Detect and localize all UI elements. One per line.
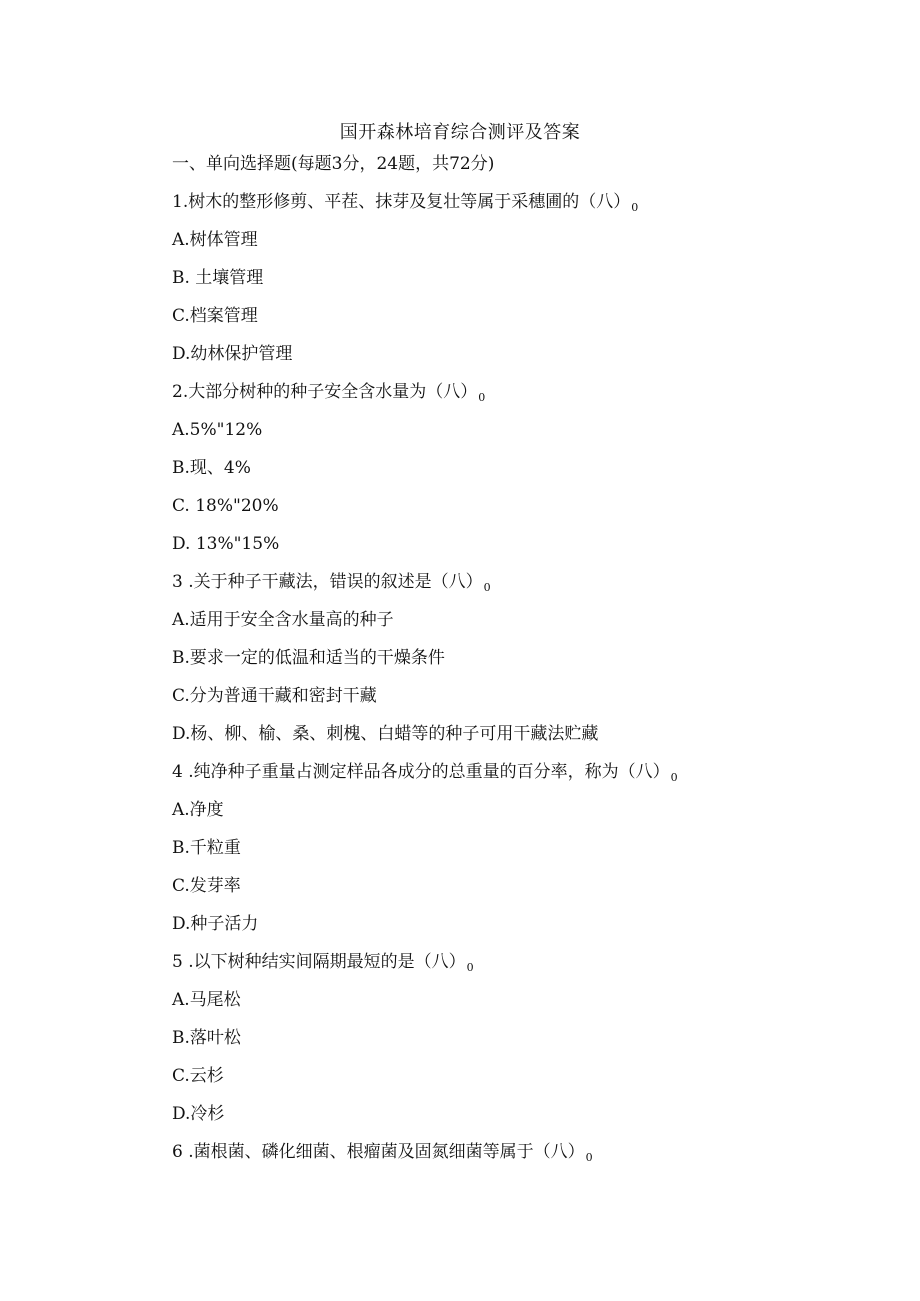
line-text: C.云杉 [172, 1066, 224, 1086]
line-suffix: 0 [466, 961, 474, 974]
line-text: D.杨、柳、榆、桑、刺槐、白蜡等的种子可用干藏法贮藏 [172, 724, 599, 744]
line-text: C.发芽率 [172, 876, 241, 896]
line-suffix: 0 [670, 771, 678, 784]
line-text: D.冷杉 [172, 1104, 225, 1124]
text-line [172, 684, 872, 722]
line-text: B.要求一定的低温和适当的干燥条件 [172, 648, 445, 668]
text-line [172, 380, 872, 418]
line-text: 2.大部分树种的种子安全含水量为（八） [172, 382, 478, 402]
text-line [172, 912, 872, 950]
line-text: 4 .纯净种子重量占测定样品各成分的总重量的百分率，称为（八） [172, 762, 670, 782]
line-text: C. 18%"20% [172, 496, 279, 516]
line-text: 1.树木的整形修剪、平茬、抹芽及复壮等属于采穗圃的（八） [172, 192, 631, 212]
line-text: C.分为普通干藏和密封干藏 [172, 686, 377, 706]
text-line [172, 798, 872, 836]
line-text: 3 .关于种子干藏法，错误的叙述是（八） [172, 572, 483, 592]
text-line [172, 532, 872, 570]
text-line [172, 988, 872, 1026]
text-line [172, 1026, 872, 1064]
text-line [172, 1102, 872, 1140]
line-text: B. 土壤管理 [172, 268, 264, 288]
line-text: C.档案管理 [172, 306, 258, 326]
text-line [172, 874, 872, 912]
text-line [172, 608, 872, 646]
text-line [172, 304, 872, 342]
text-line [172, 342, 872, 380]
line-text: A.树体管理 [172, 230, 258, 250]
text-line [172, 418, 872, 456]
text-line [172, 228, 872, 266]
line-text: D. 13%"15% [172, 534, 280, 554]
line-text: 6 .菌根菌、磷化细菌、根瘤菌及固氮细菌等属于（八） [172, 1142, 585, 1162]
line-suffix: 0 [631, 201, 639, 214]
text-line [172, 456, 872, 494]
text-line [172, 190, 872, 228]
line-text: B.千粒重 [172, 838, 241, 858]
line-text: B.现、4% [172, 458, 251, 478]
text-line [172, 494, 872, 532]
text-line [172, 570, 872, 608]
line-suffix: 0 [483, 581, 491, 594]
line-text: D.种子活力 [172, 914, 259, 934]
text-line [172, 836, 872, 874]
line-text: A.净度 [172, 800, 224, 820]
line-text: 一、单向选择题(每题3分，24题，共72分) [172, 154, 495, 174]
text-line [172, 722, 872, 760]
document-title: 国开森林培育综合测评及答案 [339, 122, 581, 143]
text-line [172, 266, 872, 304]
document-body [172, 152, 872, 1178]
line-text: 5 .以下树种结实间隔期最短的是（八） [172, 952, 466, 972]
text-line [172, 950, 872, 988]
line-text: A.马尾松 [172, 990, 241, 1010]
text-line [172, 152, 872, 190]
text-line [172, 1140, 872, 1178]
text-line [172, 1064, 872, 1102]
line-text: B.落叶松 [172, 1028, 241, 1048]
line-suffix: 0 [478, 391, 486, 404]
line-text: A.5%"12% [172, 420, 263, 440]
line-suffix: 0 [585, 1151, 593, 1164]
text-line [172, 760, 872, 798]
line-text: D.幼林保护管理 [172, 344, 293, 364]
line-text: A.适用于安全含水量高的种子 [172, 610, 394, 630]
text-line [172, 646, 872, 684]
